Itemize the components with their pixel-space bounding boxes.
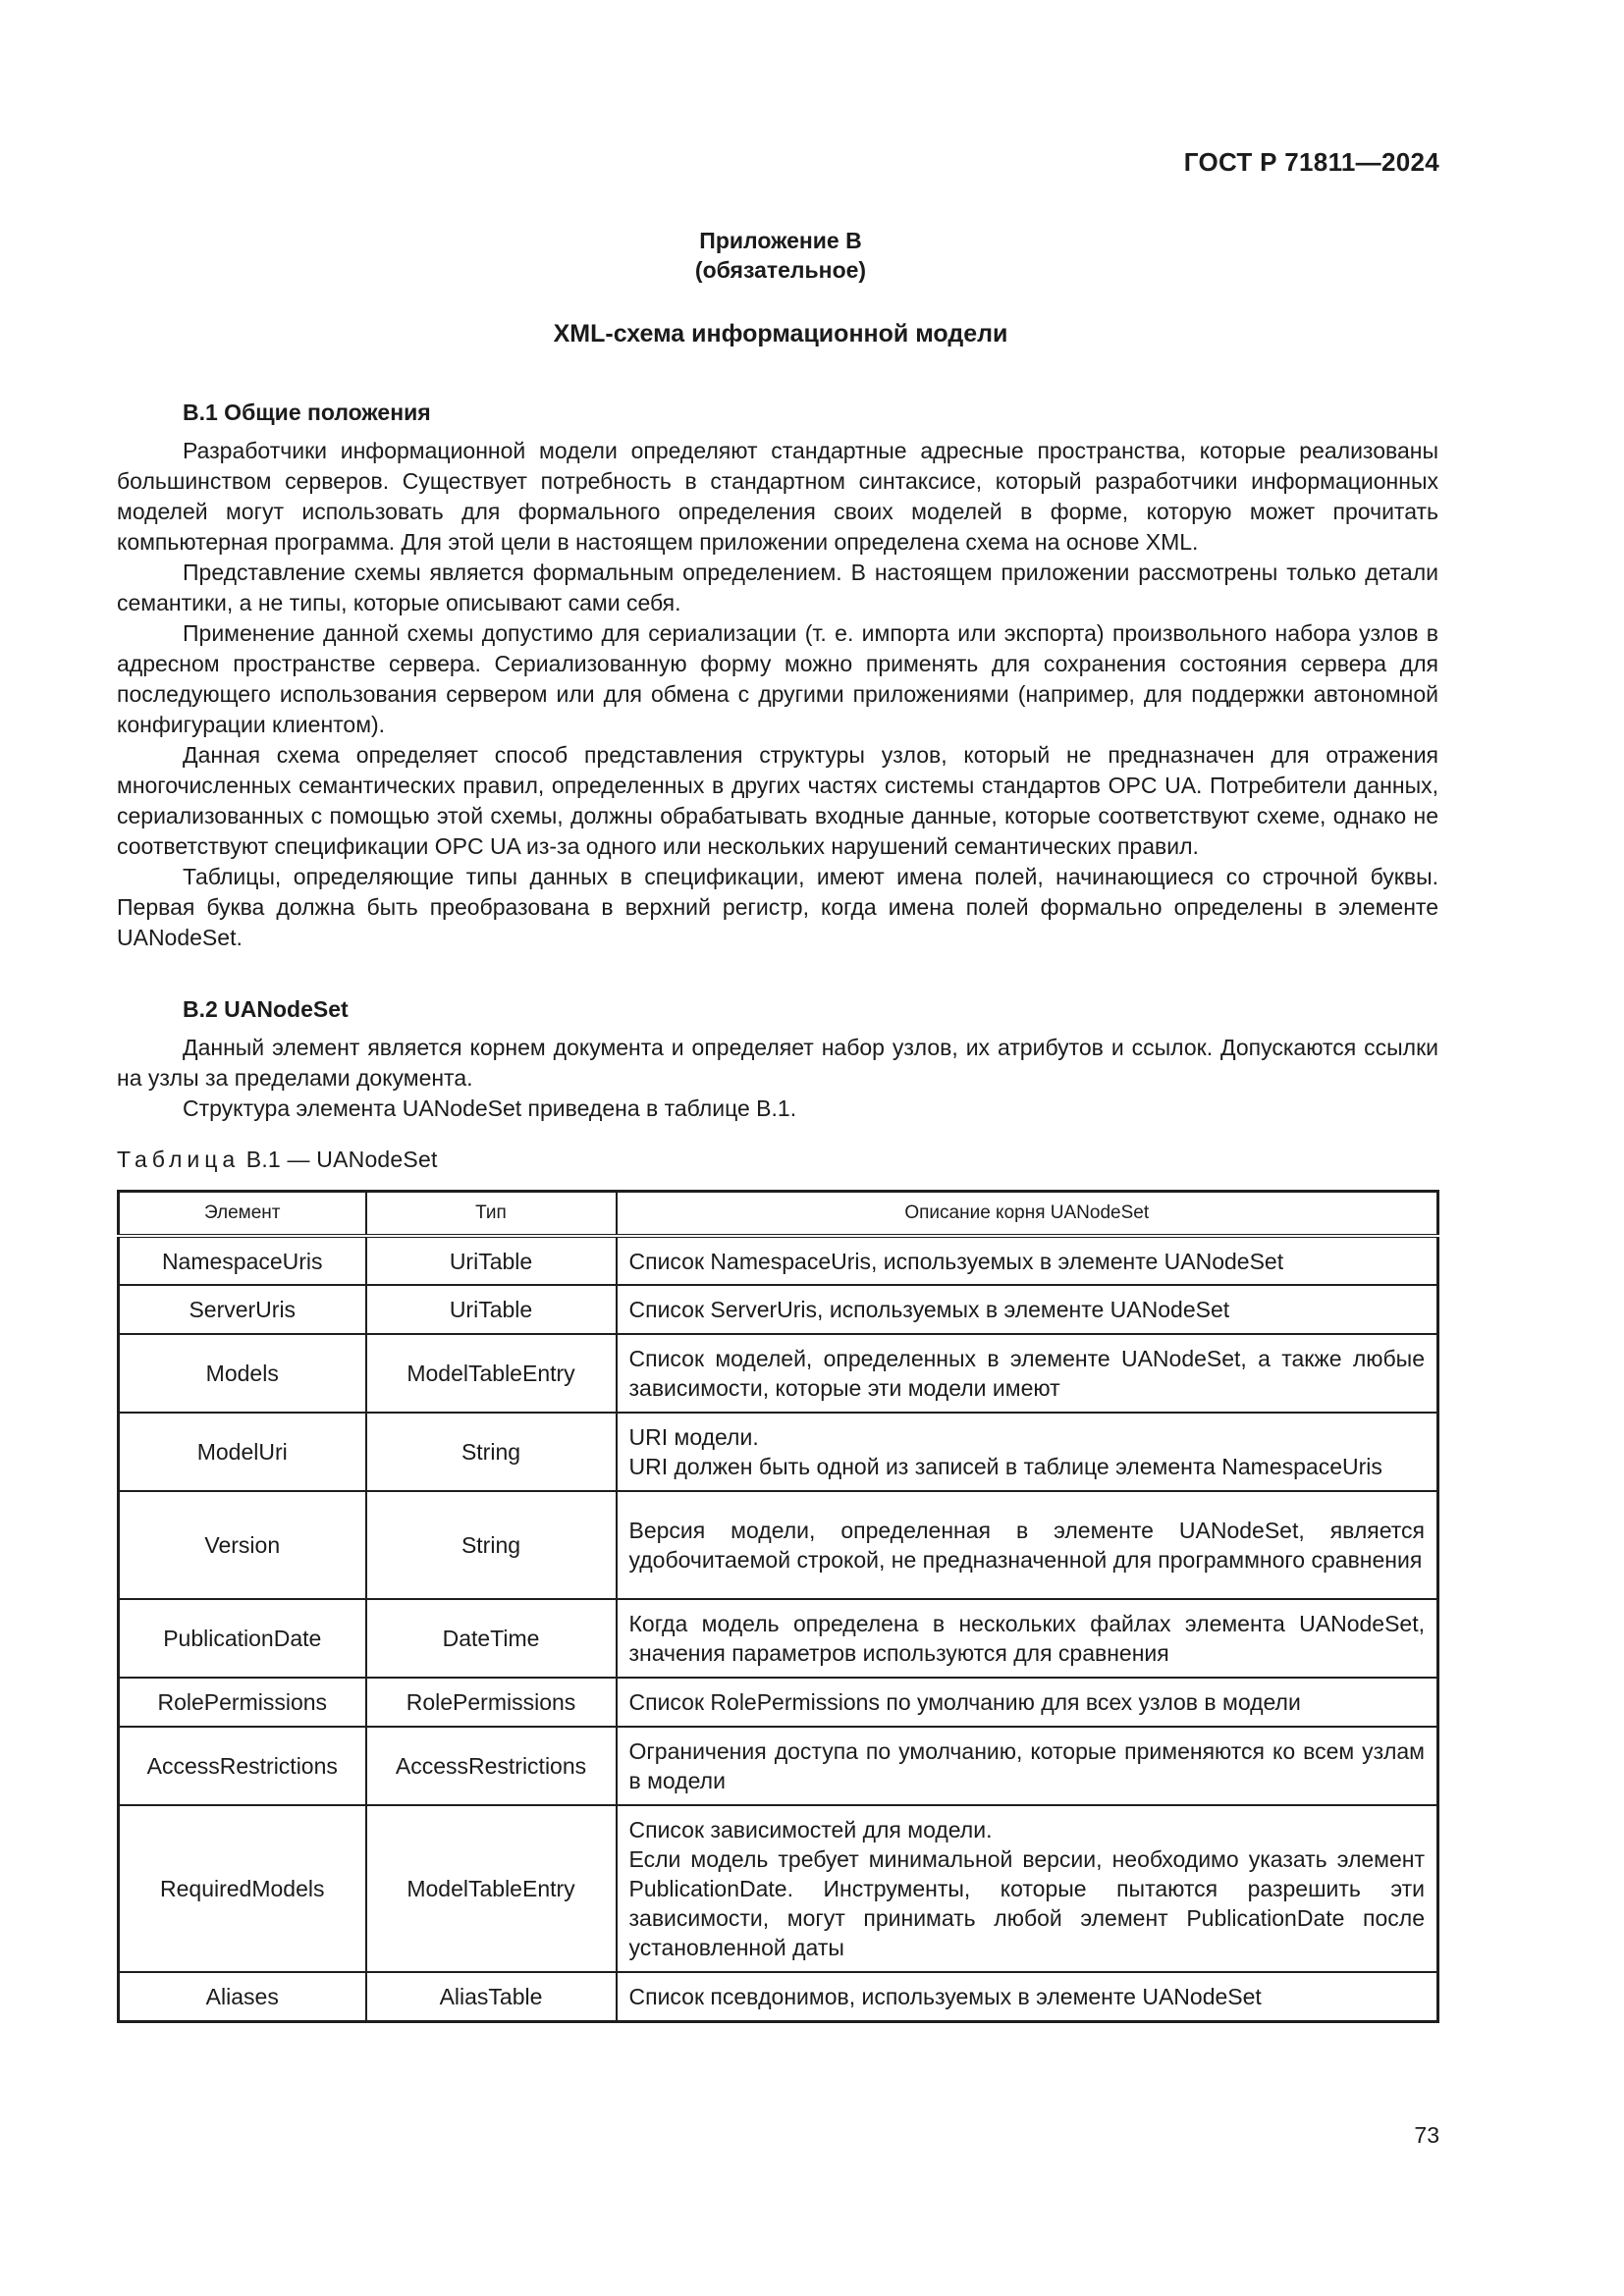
- cell-description: Список RolePermissions по умолчанию для всех узлов в модели: [617, 1678, 1438, 1727]
- table-caption: [117, 1147, 438, 1173]
- cell-element: RolePermissions: [119, 1678, 366, 1727]
- cell-description: Список NamespaceUris, используемых в элементе UANodeSet: [617, 1236, 1438, 1285]
- paragraph: Применение данной схемы допустимо для сериализации (т. е. импорта или экспорта) произвольного набора узлов в адресном пространстве сервера. Сериализованную форму можно применять для сохранения состояния сервера для последующего использования сервером или для обмена с другими приложениями (например, для поддержки автономной конфигурации клиентом).: [117, 620, 1438, 737]
- table-row: [119, 1285, 1438, 1334]
- table-row: [119, 1491, 1438, 1599]
- table-row: [119, 1413, 1438, 1491]
- table-row: [119, 1727, 1438, 1805]
- cell-type: String: [366, 1413, 617, 1491]
- table-row: [119, 1972, 1438, 2021]
- cell-description: Ограничения доступа по умолчанию, которые применяются ко всем узлам в модели: [617, 1727, 1438, 1805]
- cell-type: RolePermissions: [366, 1678, 617, 1727]
- section-uanodeset: [117, 994, 1438, 1124]
- section-heading: В.2 UANodeSet: [183, 996, 349, 1022]
- annex-label: Приложение В: [699, 228, 862, 253]
- document-id: ГОСТ Р 71811—2024: [1183, 147, 1439, 177]
- paragraph: Представление схемы является формальным определением. В настоящем приложении рассмотрены только детали семантики, а не типы, которые описывают сами себя.: [117, 560, 1438, 615]
- cell-description: Когда модель определена в нескольких файлах элемента UANodeSet, значения параметров используются для сравнения: [617, 1599, 1438, 1678]
- table-row: [119, 1678, 1438, 1727]
- cell-description: Версия модели, определенная в элементе UANodeSet, является удобочитаемой строкой, не предназначенной для программного сравнения: [617, 1491, 1438, 1599]
- column-header-type: Тип: [366, 1192, 617, 1237]
- cell-description: Список зависимостей для модели. Если модель требует минимальной версии, необходимо указать элемент PublicationDate. Инструменты, которые пытаются разрешить эти зависимости, могут принимать любой элемент PublicationDate после установленной даты: [617, 1805, 1438, 1972]
- section-general: [117, 398, 1438, 953]
- cell-element: Aliases: [119, 1972, 366, 2021]
- cell-type: UriTable: [366, 1236, 617, 1285]
- annex-status: (обязательное): [694, 257, 867, 283]
- cell-element: RequiredModels: [119, 1805, 366, 1972]
- cell-type: ModelTableEntry: [366, 1334, 617, 1413]
- table-header-row: [119, 1192, 1438, 1237]
- table-row: [119, 1805, 1438, 1972]
- table-caption-title: В.1 — UANodeSet: [245, 1147, 438, 1172]
- section-heading: В.1 Общие положения: [183, 400, 431, 425]
- cell-description: URI модели. URI должен быть одной из записей в таблице элемента NamespaceUris: [617, 1413, 1438, 1491]
- cell-description: Список ServerUris, используемых в элементе UANodeSet: [617, 1285, 1438, 1334]
- cell-type: UriTable: [366, 1285, 617, 1334]
- paragraph: Данный элемент является корнем документа и определяет набор узлов, их атрибутов и ссылок. Допускаются ссылки на узлы за пределами документа.: [117, 1035, 1438, 1091]
- cell-element: NamespaceUris: [119, 1236, 366, 1285]
- cell-element: Models: [119, 1334, 366, 1413]
- cell-type: String: [366, 1491, 617, 1599]
- cell-element: ModelUri: [119, 1413, 366, 1491]
- table-row: [119, 1599, 1438, 1678]
- cell-type: ModelTableEntry: [366, 1805, 617, 1972]
- paragraph: Структура элемента UANodeSet приведена в таблице В.1.: [183, 1095, 797, 1121]
- uanodeset-table: [117, 1190, 1439, 2023]
- cell-element: ServerUris: [119, 1285, 366, 1334]
- cell-description: Список псевдонимов, используемых в элементе UANodeSet: [617, 1972, 1438, 2021]
- cell-element: Version: [119, 1491, 366, 1599]
- annex-title: XML-схема информационной модели: [553, 320, 1008, 347]
- cell-description: Список моделей, определенных в элементе UANodeSet, а также любые зависимости, которые эти модели имеют: [617, 1334, 1438, 1413]
- annex-heading: [0, 226, 1561, 285]
- paragraph: Таблицы, определяющие типы данных в спецификации, имеют имена полей, начинающиеся со строчной буквы. Первая буква должна быть преобразована в верхний регистр, когда имена полей формально определены в элементе UANodeSet.: [117, 864, 1438, 950]
- column-header-element: Элемент: [119, 1192, 366, 1237]
- cell-element: AccessRestrictions: [119, 1727, 366, 1805]
- paragraph: Данная схема определяет способ представления структуры узлов, который не предназначен для отражения многочисленных семантических правил, определенных в других частях системы стандартов OPC UA. Потребители данных, сериализованных с помощью этой схемы, должны обрабатывать входные данные, которые соответствуют схеме, однако не соответствуют спецификации OPC UA из-за одного или нескольких нарушений семантических правил.: [117, 742, 1438, 859]
- column-header-description: Описание корня UANodeSet: [617, 1192, 1438, 1237]
- cell-type: AccessRestrictions: [366, 1727, 617, 1805]
- page-number: 73: [1414, 2122, 1439, 2148]
- table-caption-label: Таблица: [117, 1147, 241, 1172]
- table-row: [119, 1236, 1438, 1285]
- paragraph: Разработчики информационной модели определяют стандартные адресные пространства, которые реализованы большинством серверов. Существует потребность в стандартном синтаксисе, который разработчики информационных моделей могут использовать для формального определения своих моделей в форме, которую может прочитать компьютерная программа. Для этой цели в настоящем приложении определена схема на основе XML.: [117, 438, 1438, 555]
- table-row: [119, 1334, 1438, 1413]
- cell-type: AliasTable: [366, 1972, 617, 2021]
- cell-element: PublicationDate: [119, 1599, 366, 1678]
- cell-type: DateTime: [366, 1599, 617, 1678]
